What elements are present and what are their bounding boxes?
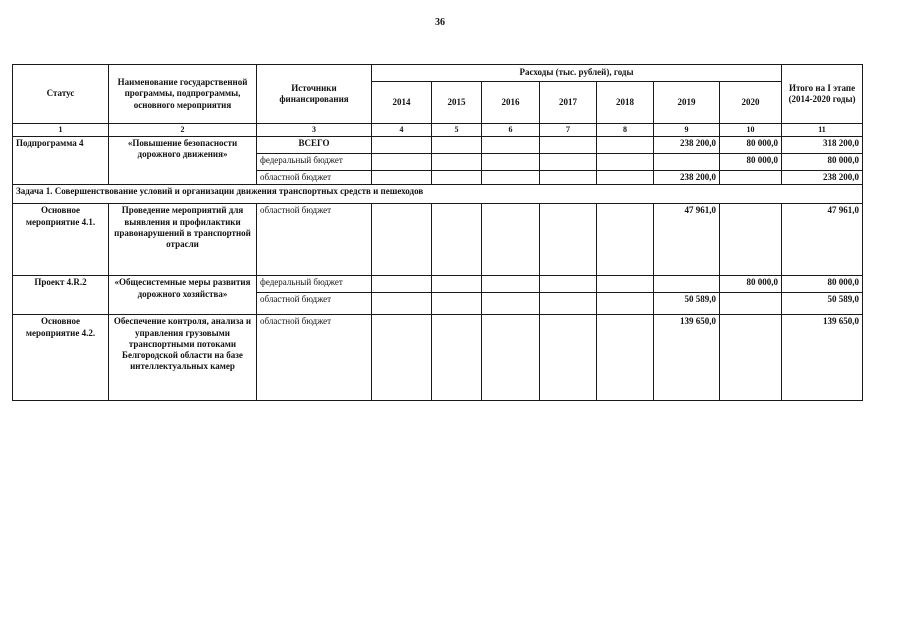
value-2019: 139 650,0 [654, 315, 720, 401]
value-2019: 50 589,0 [654, 293, 720, 315]
table-row [13, 204, 863, 276]
header-year: 2015 [432, 82, 482, 124]
value-2020: 80 000,0 [720, 137, 782, 154]
value-2019: 47 961,0 [654, 204, 720, 276]
column-number: 1 [13, 124, 109, 137]
value-2020 [720, 204, 782, 276]
header-year: 2019 [654, 82, 720, 124]
value-2019: 238 200,0 [654, 137, 720, 154]
column-number: 9 [654, 124, 720, 137]
value-total: 80 000,0 [782, 154, 863, 171]
column-number: 7 [540, 124, 597, 137]
column-number: 2 [109, 124, 257, 137]
table-row [13, 315, 863, 401]
column-number: 11 [782, 124, 863, 137]
column-numbers-row [13, 124, 863, 137]
table-row [13, 137, 863, 154]
row-source: областной бюджет [257, 293, 372, 315]
value-2020 [720, 315, 782, 401]
row-source: ВСЕГО [257, 137, 372, 154]
row-name: «Повышение безопасности дорожного движения» [109, 137, 257, 185]
row-source: федеральный бюджет [257, 276, 372, 293]
row-status: Проект 4.R.2 [13, 276, 109, 315]
row-name: Обеспечение контроля, анализа и управления грузовыми транспортными потоками Белгородской области на базе интеллектуальных камер [109, 315, 257, 401]
value-2020: 80 000,0 [720, 154, 782, 171]
row-source: областной бюджет [257, 315, 372, 401]
header-status: Статус [13, 65, 109, 124]
header-year: 2020 [720, 82, 782, 124]
column-number: 8 [597, 124, 654, 137]
header-year: 2016 [482, 82, 540, 124]
header-sources: Источники финансирования [257, 65, 372, 124]
task-title: Задача 1. Совершенствование условий и организации движения транспортных средств и пешеходов [13, 185, 863, 204]
value-2019 [654, 276, 720, 293]
task-row [13, 185, 863, 204]
header-year: 2018 [597, 82, 654, 124]
header-name: Наименование государственной программы, подпрограммы, основного мероприятия [109, 65, 257, 124]
table-row [13, 276, 863, 293]
row-source: федеральный бюджет [257, 154, 372, 171]
column-number: 3 [257, 124, 372, 137]
value-total: 238 200,0 [782, 171, 863, 185]
row-status: Подпрограмма 4 [13, 137, 109, 185]
value-total: 80 000,0 [782, 276, 863, 293]
row-status: Основное мероприятие 4.2. [13, 315, 109, 401]
value-2019: 238 200,0 [654, 171, 720, 185]
value-2020 [720, 171, 782, 185]
row-name: «Общесистемные меры развития дорожного хозяйства» [109, 276, 257, 315]
header-total: Итого на I этапе (2014-2020 годы) [782, 65, 863, 124]
value-2020 [720, 293, 782, 315]
column-number: 4 [372, 124, 432, 137]
value-total: 47 961,0 [782, 204, 863, 276]
value-total: 50 589,0 [782, 293, 863, 315]
value-total: 318 200,0 [782, 137, 863, 154]
page-number: 36 [435, 17, 445, 28]
header-year: 2014 [372, 82, 432, 124]
header-expenses: Расходы (тыс. рублей), годы [372, 65, 782, 82]
value-total: 139 650,0 [782, 315, 863, 401]
column-number: 6 [482, 124, 540, 137]
value-2019 [654, 154, 720, 171]
value-2020: 80 000,0 [720, 276, 782, 293]
row-name: Проведение мероприятий для выявления и профилактики правонарушений в транспортной отрасли [109, 204, 257, 276]
header-row-1 [13, 65, 863, 82]
header-year: 2017 [540, 82, 597, 124]
budget-table [12, 64, 863, 401]
row-source: областной бюджет [257, 171, 372, 185]
row-status: Основное мероприятие 4.1. [13, 204, 109, 276]
row-source: областной бюджет [257, 204, 372, 276]
column-number: 5 [432, 124, 482, 137]
column-number: 10 [720, 124, 782, 137]
